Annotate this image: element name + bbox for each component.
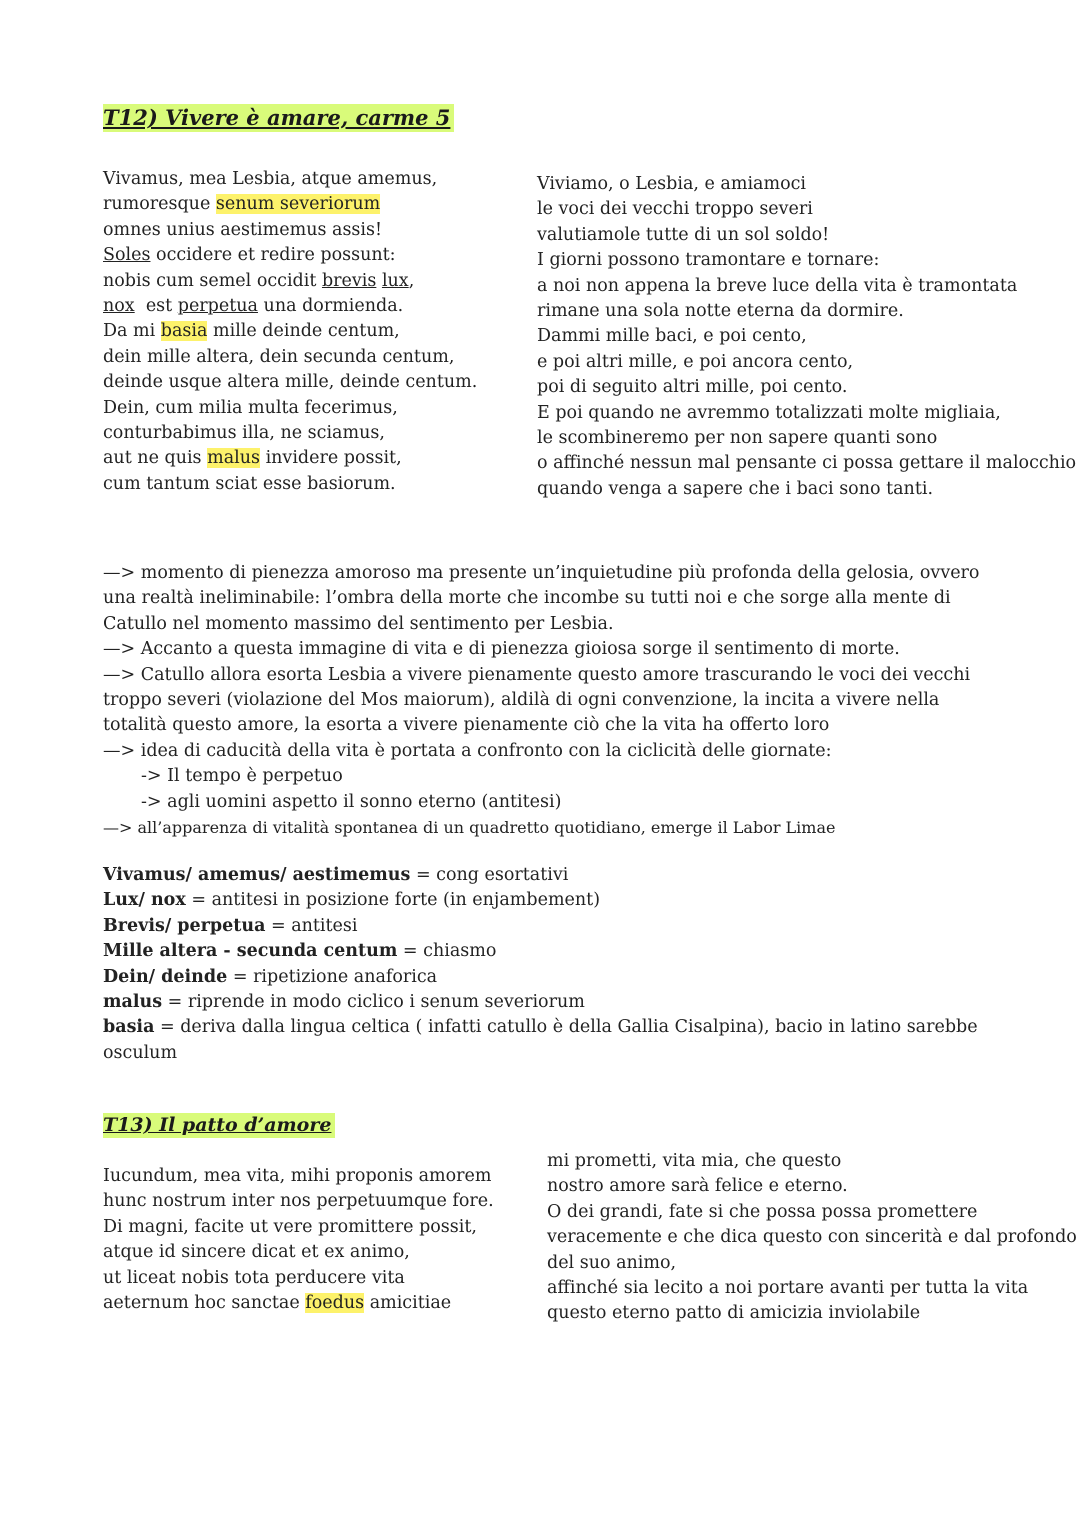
t13-italian-line: veracemente e che dica questo con sincerità e dal profondo — [547, 1227, 1077, 1248]
highlight-basia: basia — [160, 321, 208, 342]
analysis-item: Brevis/ perpetua = antitesi — [103, 915, 358, 936]
analysis-item: malus = riprende in modo ciclico i senum severiorum — [103, 991, 585, 1012]
analysis-item: Mille altera - secunda centum = chiasmo — [103, 941, 497, 962]
t13-latin-line: atque id sincere dicat et ex animo, — [103, 1242, 410, 1263]
t12-italian-line: le scombineremo per non sapere quanti sono — [537, 427, 938, 448]
t12-latin-line: Dein, cum milia multa fecerimus, — [103, 397, 398, 418]
t12-latin-line: cum tantum sciat esse basiorum. — [103, 473, 396, 494]
note-line: —> Accanto a questa immagine di vita e di pienezza gioiosa sorge il sentimento di morte. — [103, 639, 900, 660]
t13-title: T13) Il patto d’amore — [103, 1113, 335, 1138]
t12-italian-line: rimane una sola notte eterna da dormire. — [537, 300, 904, 321]
t12-italian-line: le voci dei vecchi troppo severi — [537, 199, 813, 220]
t12-latin-line: Vivamus, mea Lesbia, atque amemus, — [103, 169, 438, 189]
t12-commentary — [103, 561, 979, 840]
t12-italian-line: poi di seguito altri mille, poi cento. — [537, 377, 848, 398]
t12-title: T12) Vivere è amare, carme 5 — [103, 104, 454, 132]
t12-latin-line: dein mille altera, dein secunda centum, — [103, 346, 455, 367]
note-line: Catullo nel momento massimo del sentimento per Lesbia. — [103, 613, 614, 634]
t12-italian-line: valutiamole tutte di un sol soldo! — [537, 224, 830, 245]
t13-latin-line: hunc nostrum inter nos perpetuumque fore. — [103, 1191, 494, 1212]
t12-latin-line: conturbabimus illa, ne sciamus, — [103, 422, 385, 443]
t12-latin-line: aut ne quis malus invidere possit, — [103, 448, 402, 469]
analysis-item: Lux/ nox = antitesi in posizione forte (in enjambement) — [103, 890, 601, 911]
t12-latin-line: deinde usque altera mille, deinde centum. — [103, 372, 478, 393]
sub-note-line: -> Il tempo è perpetuo — [141, 766, 343, 787]
t12-latin-line: Da mi basia mille deinde centum, — [103, 321, 400, 342]
note-line: troppo severi (violazione del Mos maiorum), aldilà di ogni convenzione, la incita a vivere nella — [103, 689, 940, 710]
t12-heading — [103, 103, 454, 133]
note-line: —> idea di caducità della vita è portata a confronto con la ciclicità delle giornate: — [103, 740, 832, 761]
t13-latin-line: Di magni, facite ut vere promittere possit, — [103, 1216, 477, 1237]
sub-note-line: -> agli uomini aspetto il sonno eterno (antitesi) — [141, 791, 562, 812]
note-line: totalità questo amore, la esorta a vivere pienamente ciò che la vita ha offerto loro — [103, 715, 830, 736]
analysis-item: Dein/ deinde = ripetizione anaforica — [103, 966, 438, 987]
t12-italian-line: I giorni possono tramontare e tornare: — [537, 250, 880, 271]
t13-latin-text — [103, 1164, 494, 1316]
analysis-item: Vivamus/ amemus/ aestimemus = cong esortativi — [103, 865, 569, 885]
t12-latin-line: rumoresque senum severiorum — [103, 194, 381, 215]
note-line: —> momento di pienezza amoroso ma presente un’inquietudine più profonda della gelosia, ovvero — [103, 563, 980, 583]
t12-latin-line: nox est perpetua una dormienda. — [103, 295, 404, 316]
t12-italian-line: Viviamo, o Lesbia, e amiamoci — [537, 174, 807, 194]
note-line: —> Catullo allora esorta Lesbia a vivere pienamente questo amore trascurando le voci dei vecchi — [103, 664, 971, 685]
analysis-item: basia = deriva dalla lingua celtica ( infatti catullo è della Gallia Cisalpina), bacio in latino sarebbe — [103, 1017, 978, 1038]
analysis-item-cont: osculum — [103, 1042, 178, 1063]
t12-italian-line: e poi altri mille, e poi ancora cento, — [537, 351, 854, 372]
t12-italian-line: E poi quando ne avremmo totalizzati molte migliaia, — [537, 402, 1001, 423]
t12-italian-line: quando venga a sapere che i baci sono tanti. — [537, 478, 934, 499]
t13-latin-line: aeternum hoc sanctae foedus amicitiae — [103, 1292, 452, 1313]
highlight-foedus: foedus — [305, 1292, 365, 1313]
t13-italian-line: affinché sia lecito a noi portare avanti per tutta la vita — [547, 1277, 1029, 1298]
t12-italian-text — [537, 172, 1076, 502]
t13-italian-line: nostro amore sarà felice e eterno. — [547, 1176, 848, 1197]
t13-italian-line: O dei grandi, fate si che possa possa promettere — [547, 1201, 978, 1222]
t12-latin-line: nobis cum semel occidit brevis lux, — [103, 270, 415, 291]
t13-heading — [103, 1110, 335, 1140]
t12-italian-line: a noi non appena la breve luce della vita è tramontata — [537, 275, 1018, 296]
t13-latin-line: ut liceat nobis tota perducere vita — [103, 1267, 405, 1288]
t12-latin-text — [103, 167, 477, 497]
t12-analysis-list — [103, 863, 978, 1066]
highlight-malus: malus — [207, 448, 260, 469]
t13-italian-line: del suo animo, — [547, 1252, 677, 1273]
highlight-senum-severiorum: senum severiorum — [215, 194, 381, 215]
labor-limae-note: —> all’apparenza di vitalità spontanea di un quadretto quotidiano, emerge il Labor Limae — [103, 817, 836, 837]
t12-italian-line: Dammi mille baci, e poi cento, — [537, 326, 807, 347]
t13-italian-text — [547, 1149, 1077, 1327]
t12-latin-line: Soles occidere et redire possunt: — [103, 245, 396, 266]
t12-latin-line: omnes unius aestimemus assis! — [103, 219, 383, 240]
t13-latin-line: Iucundum, mea vita, mihi proponis amorem — [103, 1166, 492, 1186]
t13-italian-line: questo eterno patto di amicizia inviolabile — [547, 1303, 921, 1324]
note-line: una realtà ineliminabile: l’ombra della morte che incombe su tutti noi e che sorge alla mente di — [103, 588, 951, 609]
t12-italian-line: o affinché nessun mal pensante ci possa gettare il malocchio — [537, 453, 1077, 474]
t13-italian-line: mi prometti, vita mia, che questo — [547, 1151, 842, 1171]
